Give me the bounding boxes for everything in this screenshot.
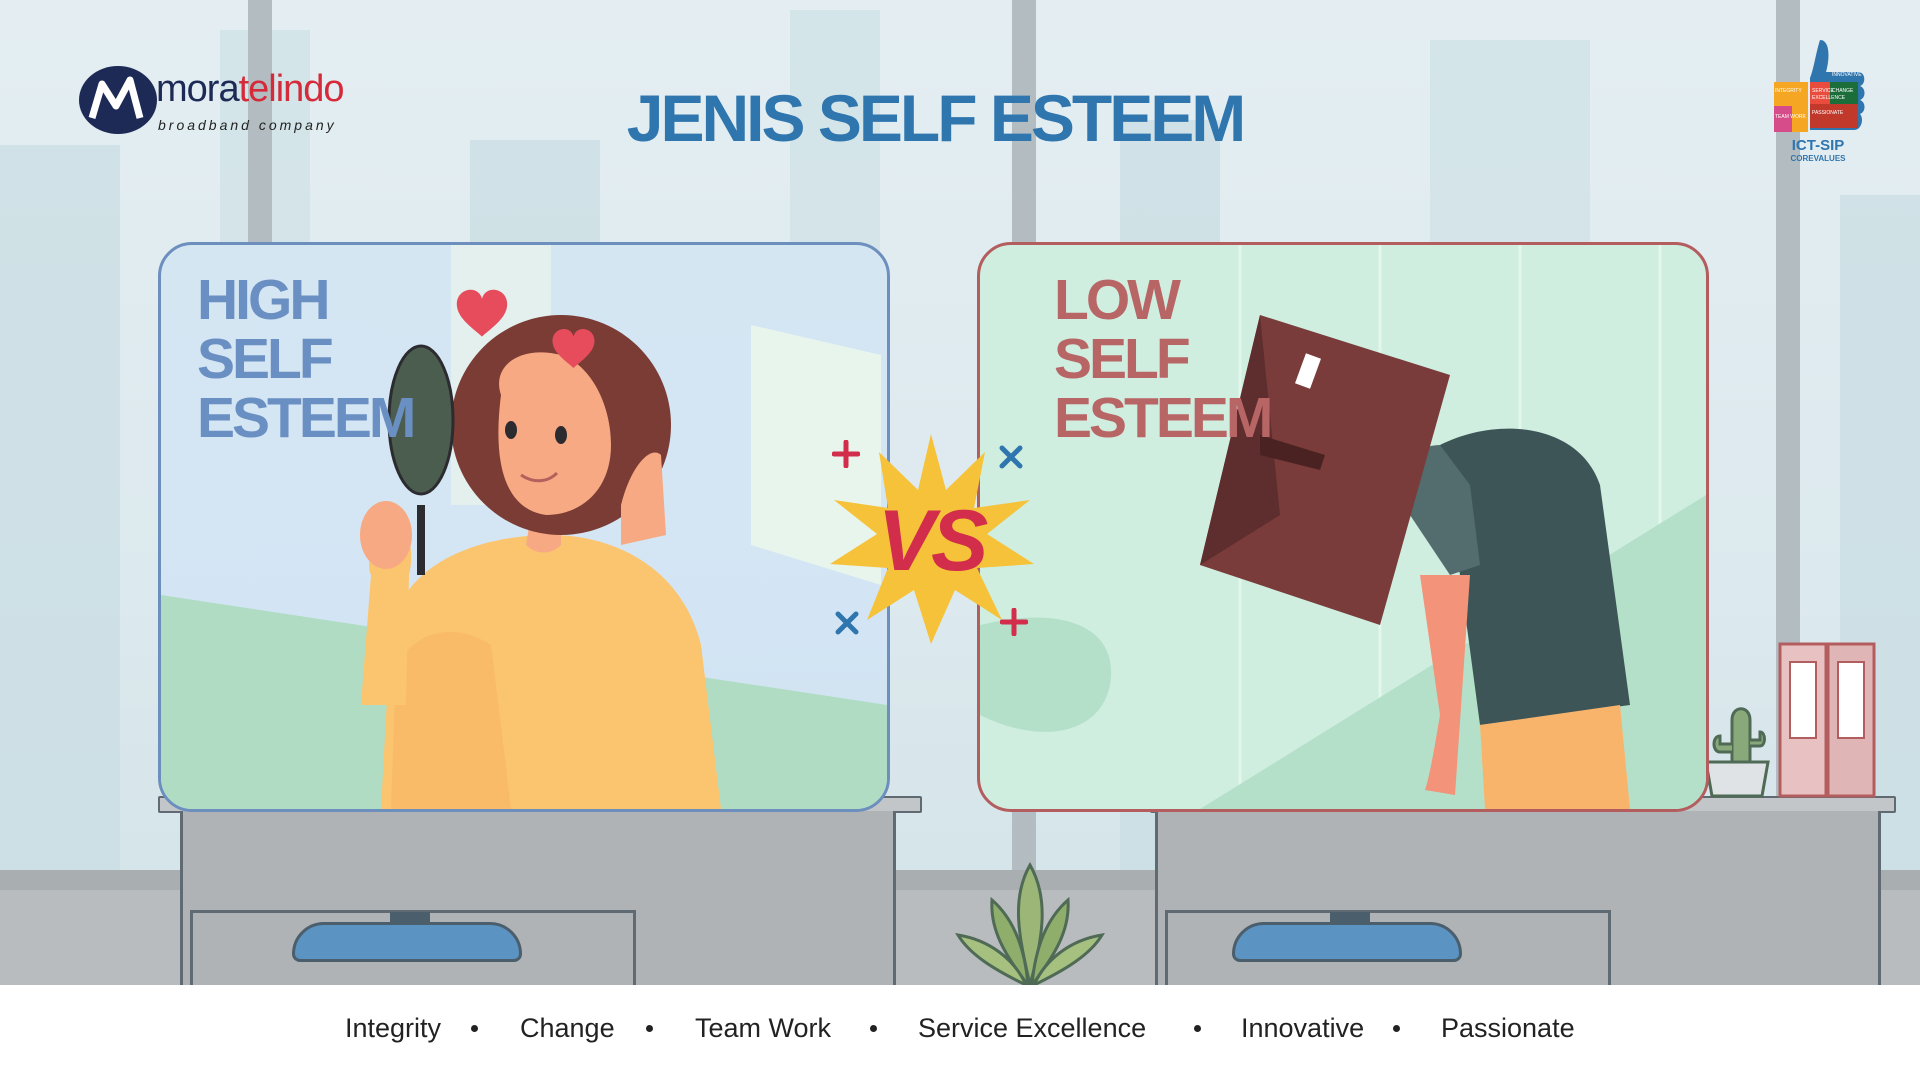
- page-title: JENIS SELF ESTEEM: [626, 81, 1244, 155]
- plant-icon: [950, 860, 1110, 985]
- puzzle-text: SERVICE: [1812, 88, 1834, 94]
- high-label-line3: ESTEEM: [197, 386, 414, 450]
- value-service-excellence: Service Excellence: [918, 1013, 1147, 1043]
- separator-dot: [471, 1025, 478, 1032]
- versus-text: VS: [877, 493, 985, 589]
- puzzle-text: INTEGRITY: [1775, 88, 1802, 94]
- low-self-esteem-label: [1054, 268, 1271, 450]
- low-label-line1: LOW: [1054, 268, 1178, 332]
- cactus-icon: [1702, 700, 1772, 798]
- high-label-line2: SELF: [197, 327, 331, 391]
- ict-sip-corevalues-logo: [1770, 38, 1866, 164]
- value-change: Change: [520, 1013, 615, 1043]
- core-logo-sub: COREVALUES: [1790, 154, 1846, 163]
- left-chair: [292, 922, 522, 962]
- brand-name-part2: telindo: [238, 68, 344, 110]
- background-building: [0, 145, 120, 870]
- right-chair: [1232, 922, 1462, 962]
- high-label-line1: HIGH: [197, 268, 328, 332]
- thumbs-up-puzzle-icon: [1770, 38, 1866, 164]
- separator-dot: [870, 1025, 877, 1032]
- high-self-esteem-label: [197, 268, 414, 450]
- brand-name-part1: mora: [156, 68, 239, 110]
- plus-icon: [832, 440, 860, 468]
- low-label-line3: ESTEEM: [1054, 386, 1271, 450]
- low-label-line2: SELF: [1054, 327, 1188, 391]
- puzzle-text: TEAM WORK: [1775, 114, 1806, 120]
- puzzle-text: PASSIONATE: [1812, 110, 1844, 116]
- high-self-esteem-panel: [158, 242, 890, 812]
- separator-dot: [646, 1025, 653, 1032]
- value-integrity: Integrity: [345, 1013, 442, 1043]
- low-self-esteem-panel: [977, 242, 1709, 812]
- cross-icon: [834, 610, 860, 636]
- value-passionate: Passionate: [1441, 1013, 1575, 1043]
- binder-icon: [1778, 642, 1878, 798]
- value-team-work: Team Work: [695, 1013, 832, 1043]
- cross-icon: [998, 444, 1024, 470]
- brand-tagline: broadband company: [158, 117, 337, 133]
- puzzle-text: CHANGE: [1832, 88, 1854, 94]
- value-innovative: Innovative: [1241, 1013, 1365, 1043]
- separator-dot: [1393, 1025, 1400, 1032]
- puzzle-text: EXCELLENCE: [1812, 95, 1846, 101]
- puzzle-text: INNOVATIVE: [1832, 72, 1862, 78]
- separator-dot: [1194, 1025, 1201, 1032]
- core-logo-name: ICT-SIP: [1791, 137, 1845, 154]
- plus-icon: [1000, 608, 1028, 636]
